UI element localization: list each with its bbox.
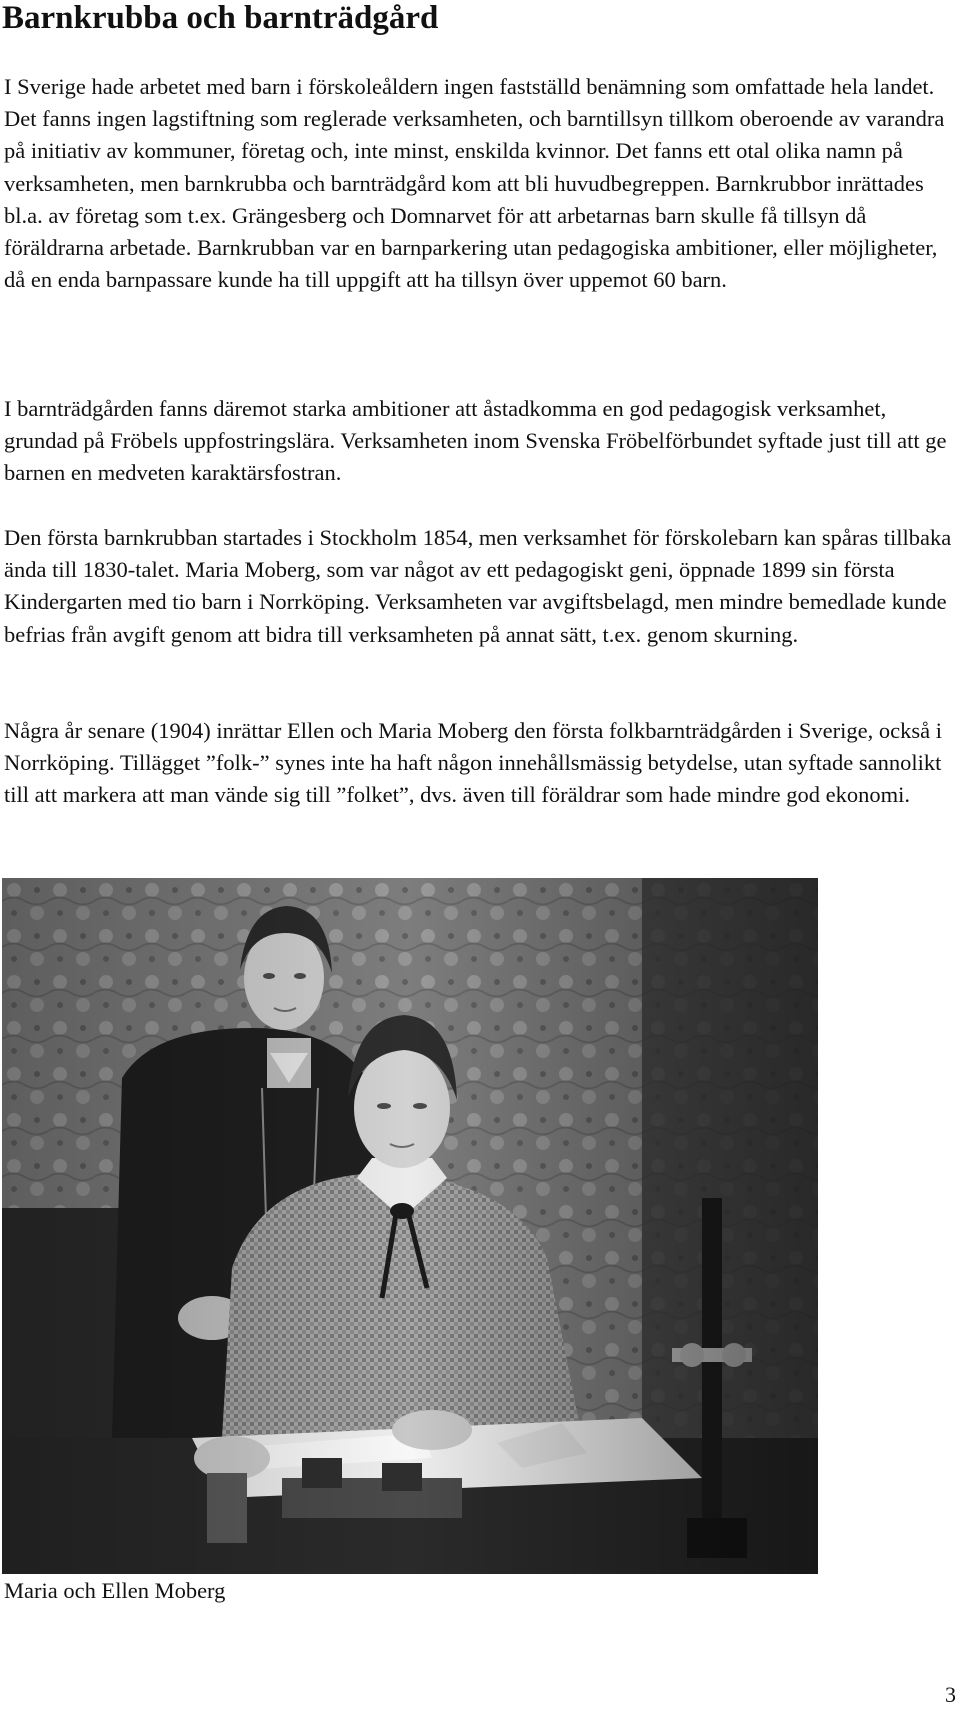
paragraph-4: Några år senare (1904) inrättar Ellen och Maria Moberg den första folkbarnträdgården i Sverige, också i Norrköping. Tillägget ”folk-” synes inte ha haft någon innehållsmässig betydelse, utan syftade sannolikt till att markera att man vände sig till ”folket”, dvs. även till föräldrar som hade mindre god ekonomi. xyxy=(4,718,942,808)
photo-caption: Maria och Ellen Moberg xyxy=(4,1578,226,1603)
paragraph-2: I barnträdgården fanns däremot starka ambitioner att åstadkomma en god pedagogisk verksamhet, grundad på Fröbels uppfostringslära. Verksamheten inom Svenska Fröbelförbundet syftade just till att ge barnen en medveten karaktärsfostran. xyxy=(4,396,947,486)
historical-photo xyxy=(2,878,818,1574)
paragraph-1: I Sverige hade arbetet med barn i förskoleåldern ingen fastställd benämning som omfattade hela landet. Det fanns ingen lagstiftning som reglerade verksamheten, och barntillsyn tillkom oberoende av varandra på initiativ av kommuner, företag och, inte minst, enskilda kvinnor. Det fanns ett otal olika namn på verksamheten, men barnkrubba och barnträdgård kom att bli huvudbegreppen. Barnkrubbor inrättades bl.a. av företag som t.ex. Grängesberg och Domnarvet för att arbetarnas barn skulle få tillsyn då föräldrarna arbetade. Barnkrubban var en barnparkering utan pedagogiska ambitioner, eller möjligheter, då en enda barnpassare kunde ha till uppgift att ha tillsyn över uppemot 60 barn. xyxy=(4,74,945,293)
paragraph-3: Den första barnkrubban startades i Stockholm 1854, men verksamhet för förskolebarn kan spåras tillbaka ända till 1830-talet. Maria Moberg, som var något av ett pedagogiskt geni, öppnade 1899 sin första Kindergarten med tio barn i Norrköping. Verksamheten var avgiftsbelagd, men mindre bemedlade kunde befrias från avgift genom att bidra till verksamheten på annat sätt, t.ex. genom skurning. xyxy=(4,525,952,647)
page-number: 3 xyxy=(945,1682,956,1707)
page-title: Barnkrubba och barnträdgård xyxy=(2,0,439,36)
